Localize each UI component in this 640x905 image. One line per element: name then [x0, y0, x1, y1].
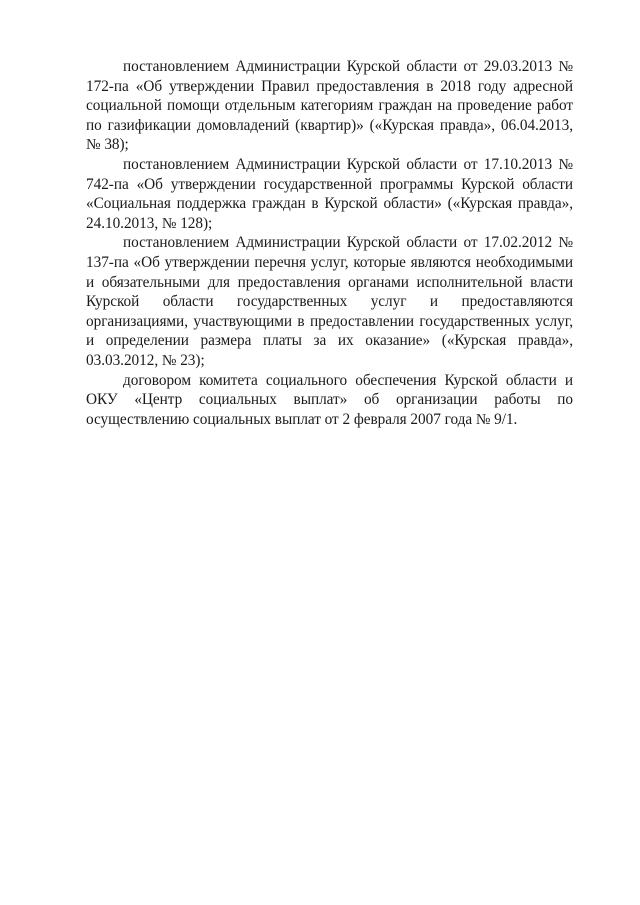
paragraph-resolution-172-pa: постановлением Администрации Курской области от 29.03.2013 № 172-па «Об утверждении Правил предоставления в 2018 году адресной социальной помощи отдельным категориям граждан на проведение работ по газификации домовладений (квартир)» («Курская правда», 06.04.2013, № 38); — [86, 58, 573, 154]
paragraph-resolution-137-pa: постановлением Администрации Курской области от 17.02.2012 № 137-па «Об утверждении перечня услуг, которые являются необходимыми и обязательными для предоставления органами исполнительной власти Курской области государственных услуг и предоставляются организациями, участвующими в предоставлении государственных услуг, и определении размера платы за их оказание» («Курская правда», 03.03.2012, № 23); — [86, 234, 573, 369]
document-body — [86, 57, 573, 429]
paragraph-agreement-9-1: договором комитета социального обеспечения Курской области и ОКУ «Центр социальных выплат» об организации работы по осуществлению социальных выплат от 2 февраля 2007 года № 9/1. — [86, 371, 573, 428]
paragraph-resolution-742-pa: постановлением Администрации Курской области от 17.10.2013 № 742-па «Об утверждении государственной программы Курской области «Социальная поддержка граждан в Курской области» («Курская правда», 24.10.2013, № 128); — [86, 155, 573, 232]
